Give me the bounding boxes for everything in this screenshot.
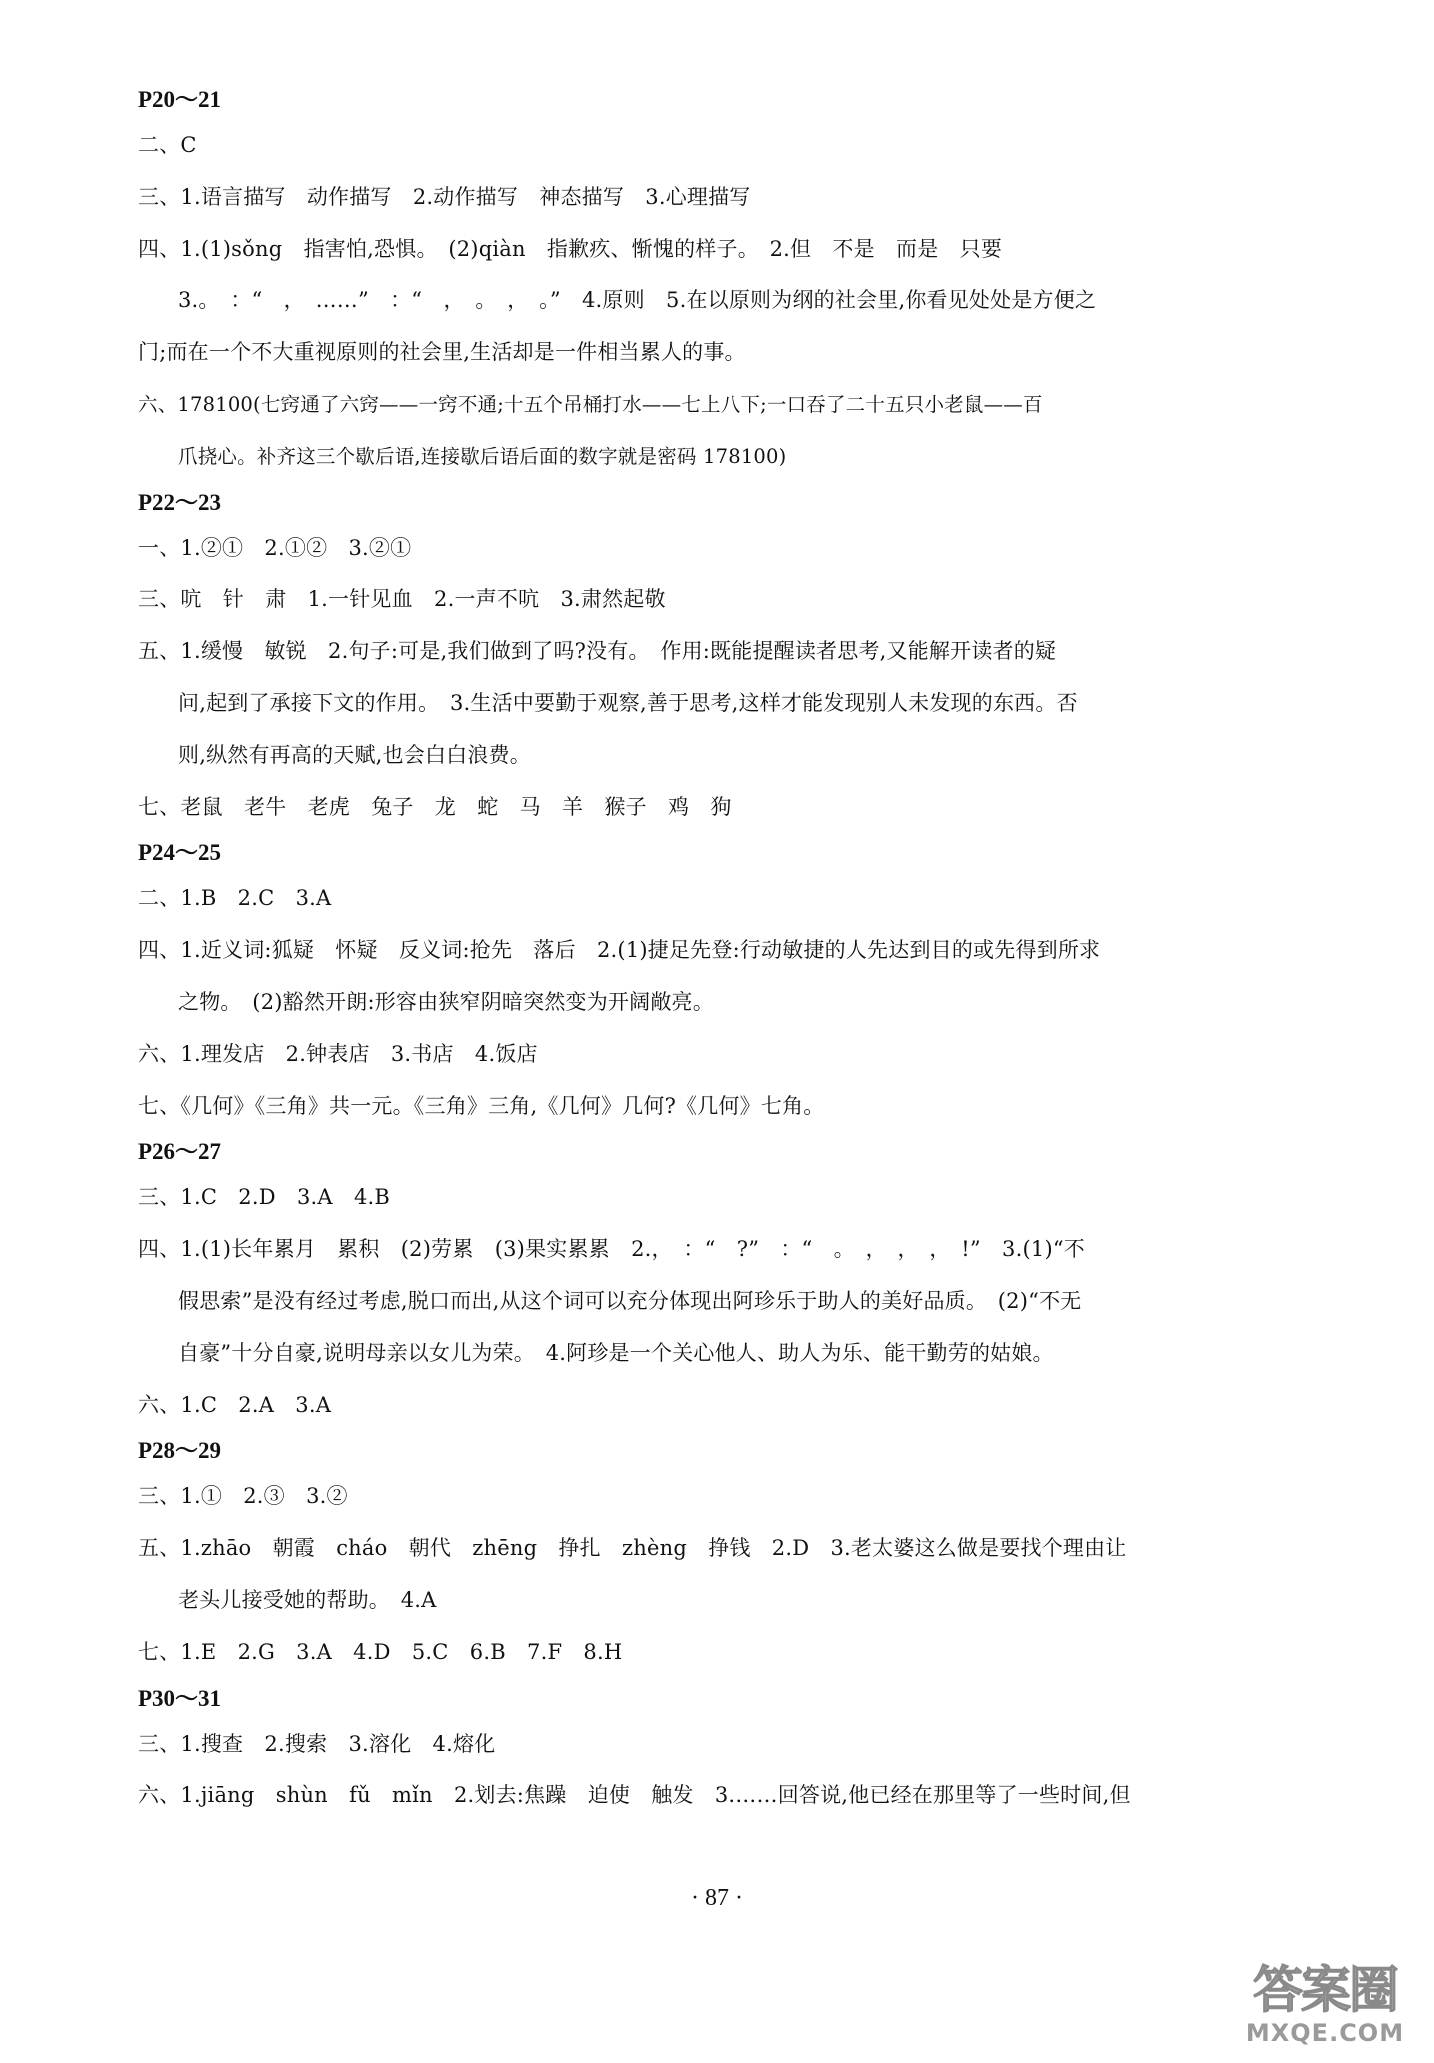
answer-line: 七、《几何》《三角》共一元。《三角》三角,《几何》几何?《几何》七角。 xyxy=(138,1093,825,1118)
answer-line: 三、1.搜查 2.搜索 3.溶化 4.熔化 xyxy=(138,1731,496,1756)
answer-line: 三、1.语言描写 动作描写 2.动作描写 神态描写 3.心理描写 xyxy=(138,184,751,209)
answer-line: 问,起到了承接下文的作用。 3.生活中要勤于观察,善于思考,这样才能发现别人未发现的东西。否 xyxy=(178,690,1078,715)
section-title: P30～31 xyxy=(138,1685,222,1711)
page-number: · 87 · xyxy=(691,1885,743,1911)
answer-line: 三、1.① 2.③ 3.② xyxy=(138,1484,348,1509)
answer-line: 六、1.jiāng shùn fǔ mǐn 2.划去:焦躁 迫使 触发 3.……回答说,他已经在那里等了一些时间,但 xyxy=(138,1783,1131,1808)
section-title: P24～25 xyxy=(138,840,222,866)
answer-line: 七、1.E 2.G 3.A 4.D 5.C 6.B 7.F 8.H xyxy=(138,1639,623,1664)
watermark-logo: 答案圈 xyxy=(1253,1961,1397,2019)
answer-line: 3.。 ：“ ， ……” ：“ ， 。 ， 。” 4.原则 5.在以原则为纲的社会里,你看见处处是方便之 xyxy=(178,288,1097,313)
section-title: P20～21 xyxy=(138,87,222,112)
section-title: P22～23 xyxy=(138,489,222,515)
answer-line: 七、老鼠 老牛 老虎 兔子 龙 蛇 马 羊 猴子 鸡 狗 xyxy=(138,794,732,819)
answer-line: 假思索”是没有经过考虑,脱口而出,从这个词可以充分体现出阿珍乐于助人的美好品质。 (2)“不无 xyxy=(178,1288,1082,1313)
answer-line: 则,纵然有再高的天赋,也会白白浪费。 xyxy=(178,742,531,767)
answer-line: 五、1.缓慢 敏锐 2.句子:可是,我们做到了吗?没有。 作用:既能提醒读者思考,又能解开读者的疑 xyxy=(138,639,1057,664)
section-title: P28～29 xyxy=(138,1438,222,1464)
answer-line: 四、1.(1)长年累月 累积 (2)劳累 (3)果实累累 2.， ：“ ?” ：“ 。 ， ， ， !” 3.(1)“不 xyxy=(138,1237,1085,1262)
answer-line: 五、1.zhāo 朝霞 cháo 朝代 zhēng 挣扎 zhèng 挣钱 2.D 3.老太婆这么做是要找个理由让 xyxy=(138,1536,1127,1561)
section-title: P26～27 xyxy=(138,1139,222,1165)
answer-line: 自豪”十分自豪,说明母亲以女儿为荣。 4.阿珍是一个关心他人、助人为乐、能干勤劳的姑娘。 xyxy=(178,1340,1054,1365)
answer-line: 四、1.(1)sǒng 指害怕,恐惧。 (2)qiàn 指歉疚、惭愧的样子。 2.但 不是 而是 只要 xyxy=(138,236,1003,261)
answer-line: 三、吭 针 肃 1.一针见血 2.一声不吭 3.肃然起敬 xyxy=(138,587,666,612)
answer-line: 爪挠心。补齐这三个歇后语,连接歇后语后面的数字就是密码 178100) xyxy=(178,444,787,468)
answer-content xyxy=(138,80,1288,1822)
watermark xyxy=(1230,1961,1420,2051)
watermark-url: MXQE.COM xyxy=(1245,2019,1405,2047)
answer-line: 六、178100(七窍通了六窍——一窍不通;十五个吊桶打水——七上八下;一口吞了二十五只小老鼠——百 xyxy=(138,392,1043,416)
answer-line: 三、1.C 2.D 3.A 4.B xyxy=(138,1185,391,1210)
answer-line: 二、C xyxy=(138,133,197,157)
answer-line: 六、1.C 2.A 3.A xyxy=(138,1392,332,1417)
answer-line: 老头儿接受她的帮助。 4.A xyxy=(178,1587,437,1612)
answer-line: 门;而在一个不大重视原则的社会里,生活却是一件相当累人的事。 xyxy=(138,340,746,365)
answer-line: 一、1.②① 2.①② 3.②① xyxy=(138,535,412,560)
answer-line: 之物。 (2)豁然开朗:形容由狭窄阴暗突然变为开阔敞亮。 xyxy=(178,989,714,1014)
answer-line: 四、1.近义词:狐疑 怀疑 反义词:抢先 落后 2.(1)捷足先登:行动敏捷的人先达到目的或先得到所求 xyxy=(138,938,1101,963)
answer-line: 六、1.理发店 2.钟表店 3.书店 4.饭店 xyxy=(138,1041,538,1066)
answer-line: 二、1.B 2.C 3.A xyxy=(138,886,332,911)
